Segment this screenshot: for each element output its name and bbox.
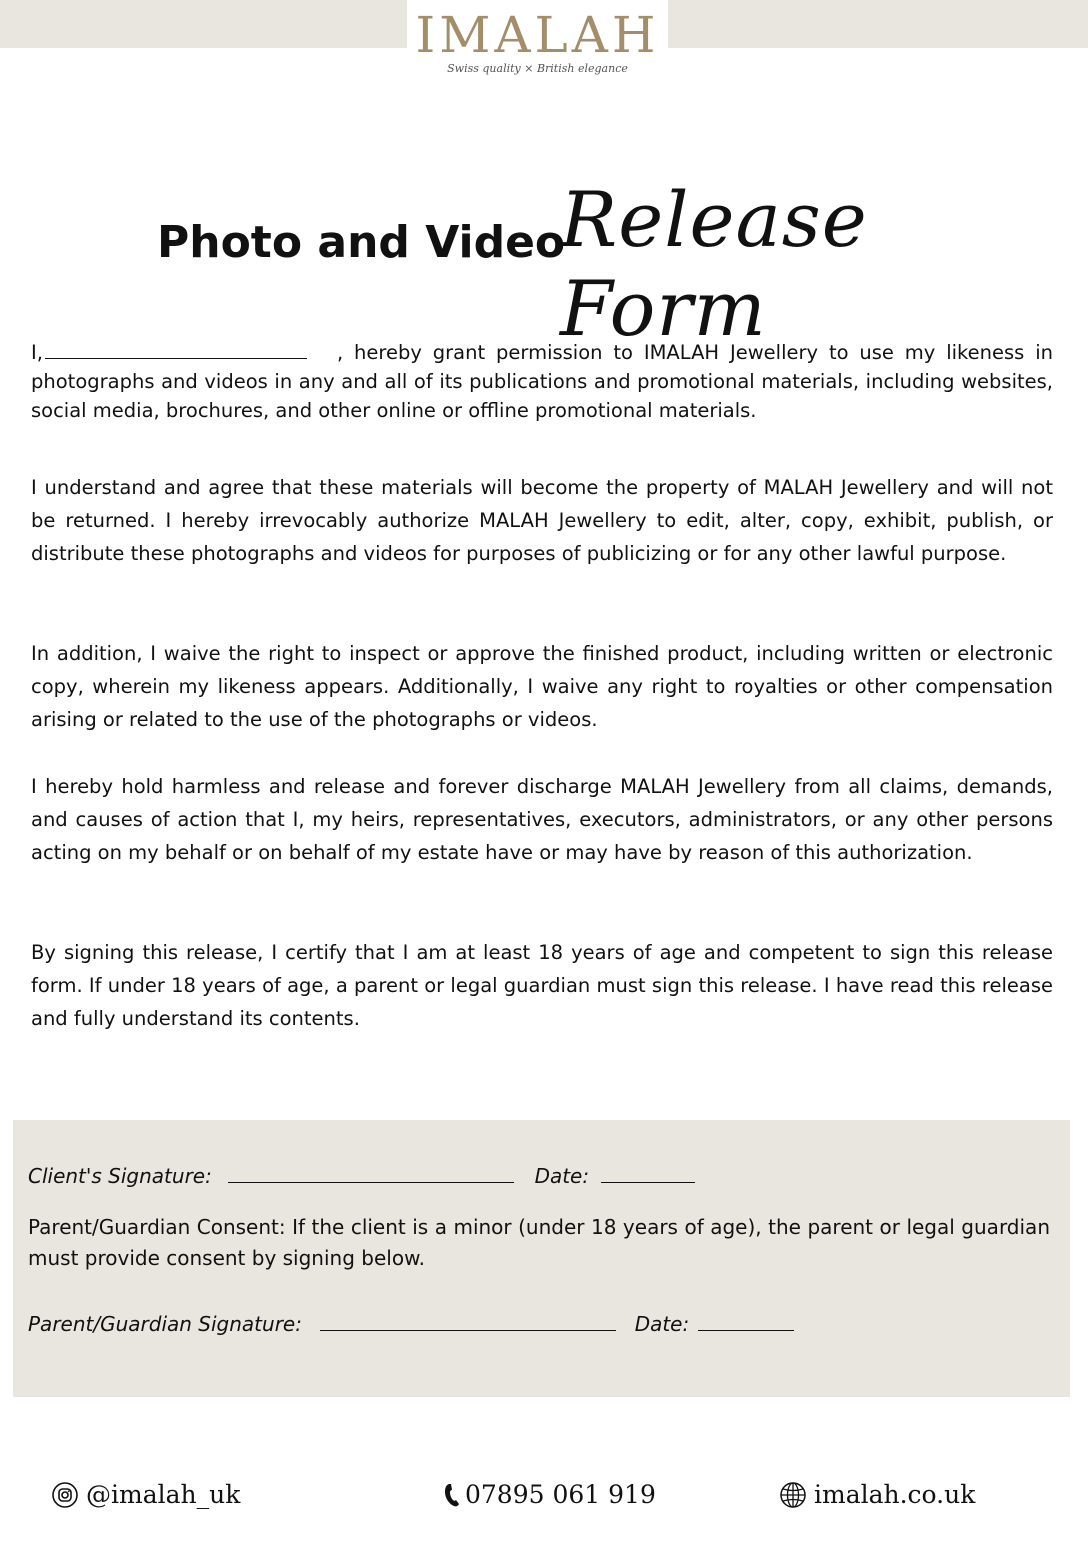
client-date-label: Date: (534, 1164, 590, 1188)
client-date-field[interactable] (601, 1164, 695, 1183)
website-url: imalah.co.uk (814, 1480, 976, 1509)
client-signature-row (28, 1164, 695, 1188)
title-script: Release Form (560, 175, 868, 353)
phone-icon (443, 1482, 463, 1508)
name-blank-field[interactable] (45, 340, 307, 359)
phone-contact[interactable] (443, 1480, 656, 1509)
top-band-left (0, 0, 407, 48)
paragraph-property: I understand and agree that these materials will become the property of MALAH Jewellery and will not be returned. I hereby irrevocably authorize MALAH Jewellery to edit, alter, copy, exhibit, publish, or distribute these photographs and videos for purposes of publicizing or for any other lawful purpose. (31, 476, 1053, 565)
paragraph-certify: By signing this release, I certify that I am at least 18 years of age and competent to sign this release form. If under 18 years of age, a parent or legal guardian must sign this release. I have read this release and fully understand its contents. (31, 941, 1053, 1030)
contact-footer (0, 1480, 1088, 1526)
guardian-date-field[interactable] (698, 1312, 794, 1331)
title-plain: Photo and Video (157, 217, 566, 268)
guardian-signature-label: Parent/Guardian Signature: (28, 1312, 302, 1336)
page-title (0, 175, 1088, 353)
brand-tagline: Swiss quality × British elegance (447, 62, 628, 75)
paragraph-discharge: I hereby hold harmless and release and forever discharge MALAH Jewellery from all claims, demands, and causes of action that I, my heirs, representatives, executors, administrators, or any other persons acting on my behalf or on behalf of my estate have or may have by reason of this authorization. (31, 775, 1053, 864)
paragraph-waiver: In addition, I waive the right to inspect or approve the finished product, including written or electronic copy, wherein my likeness appears. Additionally, I waive any right to royalties or other compensation arising or related to the use of the photographs or videos. (31, 642, 1053, 731)
instagram-handle: @imalah_uk (86, 1480, 241, 1509)
guardian-signature-row (28, 1312, 794, 1336)
client-signature-field[interactable] (228, 1164, 514, 1183)
guardian-consent-text: Parent/Guardian Consent: If the client is a minor (under 18 years of age), the parent or legal guardian must provide consent by signing below. (28, 1215, 1050, 1270)
instagram-contact[interactable] (52, 1480, 240, 1509)
grant-lead: I, (31, 341, 43, 364)
paragraph-grant (31, 338, 1053, 425)
phone-number: 07895 061 919 (465, 1480, 656, 1509)
signature-panel (13, 1120, 1070, 1397)
website-contact[interactable] (780, 1480, 975, 1509)
instagram-icon (52, 1482, 78, 1508)
guardian-date-label: Date: (634, 1312, 690, 1336)
client-signature-label: Client's Signature: (28, 1164, 212, 1188)
top-band-right (668, 0, 1088, 48)
brand-logo (407, 0, 668, 90)
brand-name: IMALAH (415, 6, 660, 64)
grant-text: , hereby grant permission to IMALAH Jewellery to use my likeness in photographs and videos in any and all of its publications and promotional materials, including websites, social media, brochures, and other online or offline promotional materials. (31, 341, 1053, 422)
globe-icon (780, 1482, 806, 1508)
guardian-signature-field[interactable] (320, 1312, 616, 1331)
